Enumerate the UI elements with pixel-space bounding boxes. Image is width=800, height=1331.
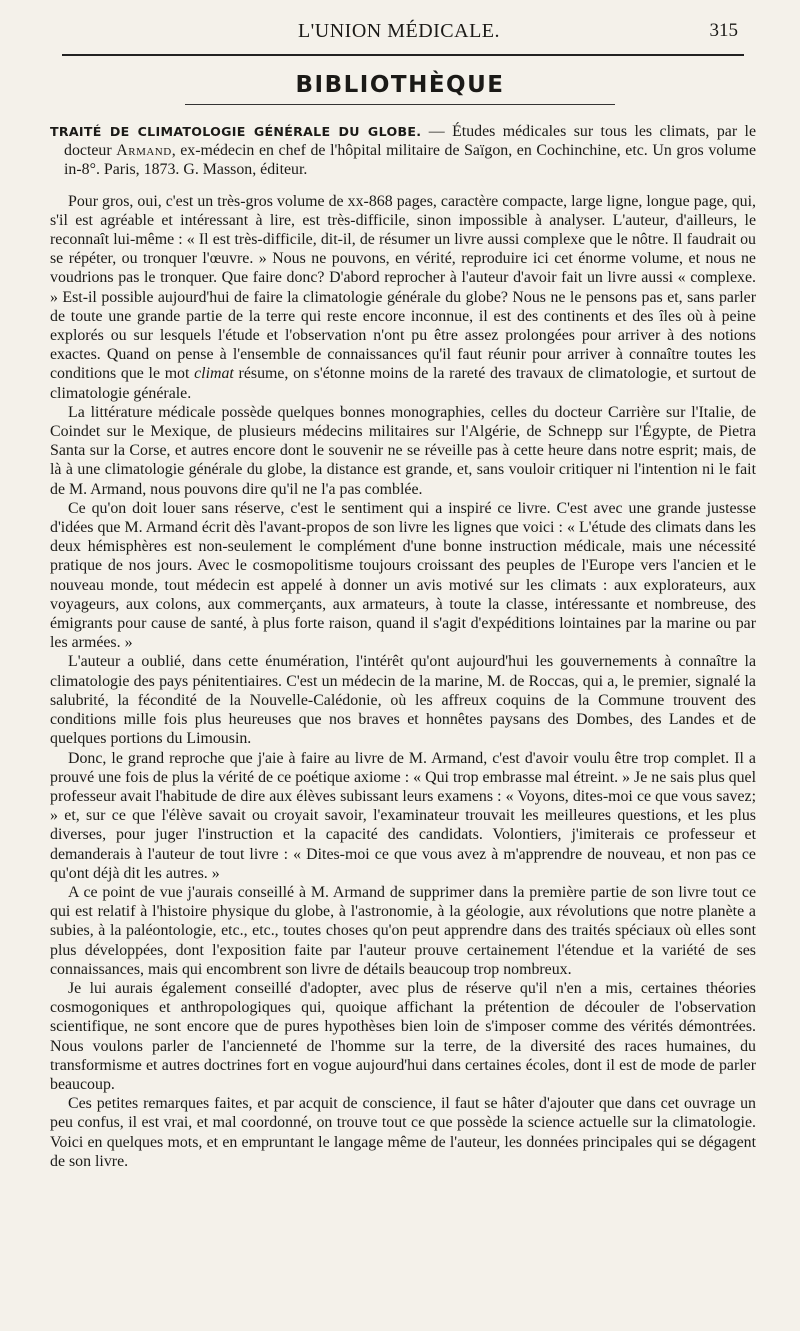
paragraph <box>50 499 756 653</box>
paragraph-text: L'auteur a oublié, dans cette énumération, l'intérêt qu'ont aujourd'hui les gouvernements à connaître la climatologie des pays pénitentiaires. C'est un médecin de la marine, M. de Roccas, qui a, le premier, signalé la salubrité, la fécondité de la Nouvelle-Calédonie, où les affreux coquins de la Commune trouvent des conditions mille fois plus heureuses que nos braves et honnêtes paysans des Dombes, des Landes et de quelques portions du Limousin. <box>50 653 756 748</box>
paragraph <box>50 749 756 883</box>
paragraph <box>50 883 756 979</box>
paragraph-text: Je lui aurais également conseillé d'adopter, avec plus de réserve qu'il n'en a mis, certaines théories cosmogoniques et anthropologiques qui, quoique affichant la prétention de découler de l'observation scientifique, ne sont encore que de pures hypothèses bien loin de s'imposer comme des vérités démontrées. Nous voulons parler de l'ancienneté de l'homme sur la terre, de la diversité des races humaines, du transformisme et autres doctrines fort en vogue aujourd'hui dans certaines écoles, dont il est de mode de parler beaucoup. <box>50 979 756 1093</box>
paragraph <box>50 403 756 499</box>
running-head <box>60 20 738 48</box>
journal-title: L'UNION MÉDICALE. <box>297 20 501 42</box>
paragraph-text: A ce point de vue j'aurais conseillé à M. Armand de supprimer dans la première partie de son livre tout ce qui est relatif à l'histoire physique du globe, à l'astronomie, à la géologie, aux révolutions que notre planète a subies, à la paléontologie, etc., etc., toutes choses qu'on peut apprendre dans des traités spéciaux où elles sont plus développées, dont l'exposition faite par l'auteur prouve certainement l'étendue et la variété de ses connaissances, mais qui encombrent son livre de détails beaucoup trop nombreux. <box>50 883 756 978</box>
paragraph-text: Pour gros, oui, c'est un très-gros volume de xx-868 pages, caractère compacte, large ligne, longue page, qui, s'il est agréable et intéressant à lire, est très-difficile, sinon impossible à analyser. L'auteur, d'ailleurs, le reconnaît lui-même : « Il est très-difficile, dit-il, de résumer un livre aussi complexe que le nôtre. Il faudrait ou se répéter, ou tronquer l'œuvre. » Nous ne pouvons, en vérité, reproduire ici cet énorme volume, et nous ne voudrions pas le tronquer. Que faire donc? D'abord reprocher à l'auteur d'avoir fait un livre aussi « complexe. » Est-il possible aujourd'hui de faire la climatologie générale du globe? Nous ne le pensons pas et, sans parler de toute une grande partie de la terre qui reste encore inconnue, il est des continents et des îles où à peine explorés ou sur lesquels l'étude et l'observation n'ont pu être assez prolongées pour arriver à des notions exactes. Quand on pense à l'ensemble de connaissances qu'il faut réunir pour arriver à connaître toutes les conditions que le mot <box>50 192 756 383</box>
heading-rule <box>185 104 615 105</box>
book-reference <box>50 122 756 180</box>
book-author: Armand <box>116 142 172 160</box>
paragraph <box>50 1094 756 1171</box>
paragraph-text: Donc, le grand reproche que j'aie à faire au livre de M. Armand, c'est d'avoir voulu être trop complet. Il a prouvé une fois de plus la vérité de ce poétique axiome : « Qui trop embrasse mal étreint. » Je ne sais plus quel professeur avait l'habitude de dire aux élèves subissant leurs examens : « Voyons, dites-moi ce que vous savez; » et, sur ce que l'élève savait ou croyait savoir, l'examinateur trouvait les meilleures questions, et les plus diverses, pour juger l'instruction et la capacité des candidats. Volontiers, j'imiterais ce professeur et demanderais à l'auteur de tout livre : « Dites-moi ce que vous avez à m'apprendre de nouveau, et non pas ce qu'ont déjà dit les autres. » <box>50 749 756 882</box>
paragraph-text: Ces petites remarques faites, et par acquit de conscience, il faut se hâter d'ajouter que dans cet ouvrage un peu confus, il est vrai, et mal coordonné, on trouve tout ce que possède la science actuelle sur la climatologie. Voici en quelques mots, et en empruntant le langage même de l'auteur, les données principales qui se dégagent de son livre. <box>50 1095 756 1170</box>
paragraph-text: Ce qu'on doit louer sans réserve, c'est le sentiment qui a inspiré ce livre. C'est avec une grande justesse d'idées que M. Armand écrit dès l'avant-propos de son livre les lignes que voici : « L'étude des climats dans les deux hémisphères est non-seulement le complément d'une bonne instruction médicale, mais une nécessité pratique de nos jours. Avec le cosmopolitisme toujours croissant des peuples de l'Europe vers l'ancien et le nouveau monde, tout médecin est appelé à donner un avis motivé sur les climats : aux explorateurs, aux voyageurs, aux colons, aux commerçants, aux armateurs, à toute la classe, intéressante et nombreuse, des émigrants pour cause de santé, à plus forte raison, quand il s'agit d'expéditions lointaines par la marine ou par les armées. » <box>50 499 756 652</box>
paragraph <box>50 652 756 748</box>
book-details-a: — Études médicales sur tous les climats, par le docteur <box>64 123 756 160</box>
paragraph-text: résume, on s'étonne moins de la rareté des travaux de climatologie, et surtout de climatologie générale. <box>50 365 756 402</box>
page-number: 315 <box>709 20 738 41</box>
paragraph <box>50 192 756 403</box>
paragraph <box>50 979 756 1094</box>
paragraph-text: La littérature médicale possède quelques bonnes monographies, celles du docteur Carrière sur l'Italie, de Coindet sur le Mexique, de plusieurs médecins militaires sur l'Algérie, de Schnepp sur l'Égypte, de Pietra Santa sur la Corse, et autres encore dont le souvenir ne se réveille pas à cette heure dans notre esprit; mais, de là à une climatologie générale du globe, la distance est grande, et, sans vouloir critiquer ni l'intention ni le fait de M. Armand, nous pouvons dire qu'il ne l'a pas comblée. <box>50 403 756 498</box>
article-body <box>50 122 756 1171</box>
header-rule <box>62 54 744 56</box>
book-details-b: , ex-médecin en chef de l'hôpital militaire de Saïgon, en Cochinchine, etc. Un gros volume in-8°. Paris, 1873. G. Masson, éditeur. <box>64 142 756 179</box>
paragraph-emphasis: climat <box>194 365 234 383</box>
book-title: TRAITÉ DE CLIMATOLOGIE GÉNÉRALE DU GLOBE. <box>50 124 422 139</box>
section-heading: BIBLIOTHÈQUE <box>295 72 505 98</box>
